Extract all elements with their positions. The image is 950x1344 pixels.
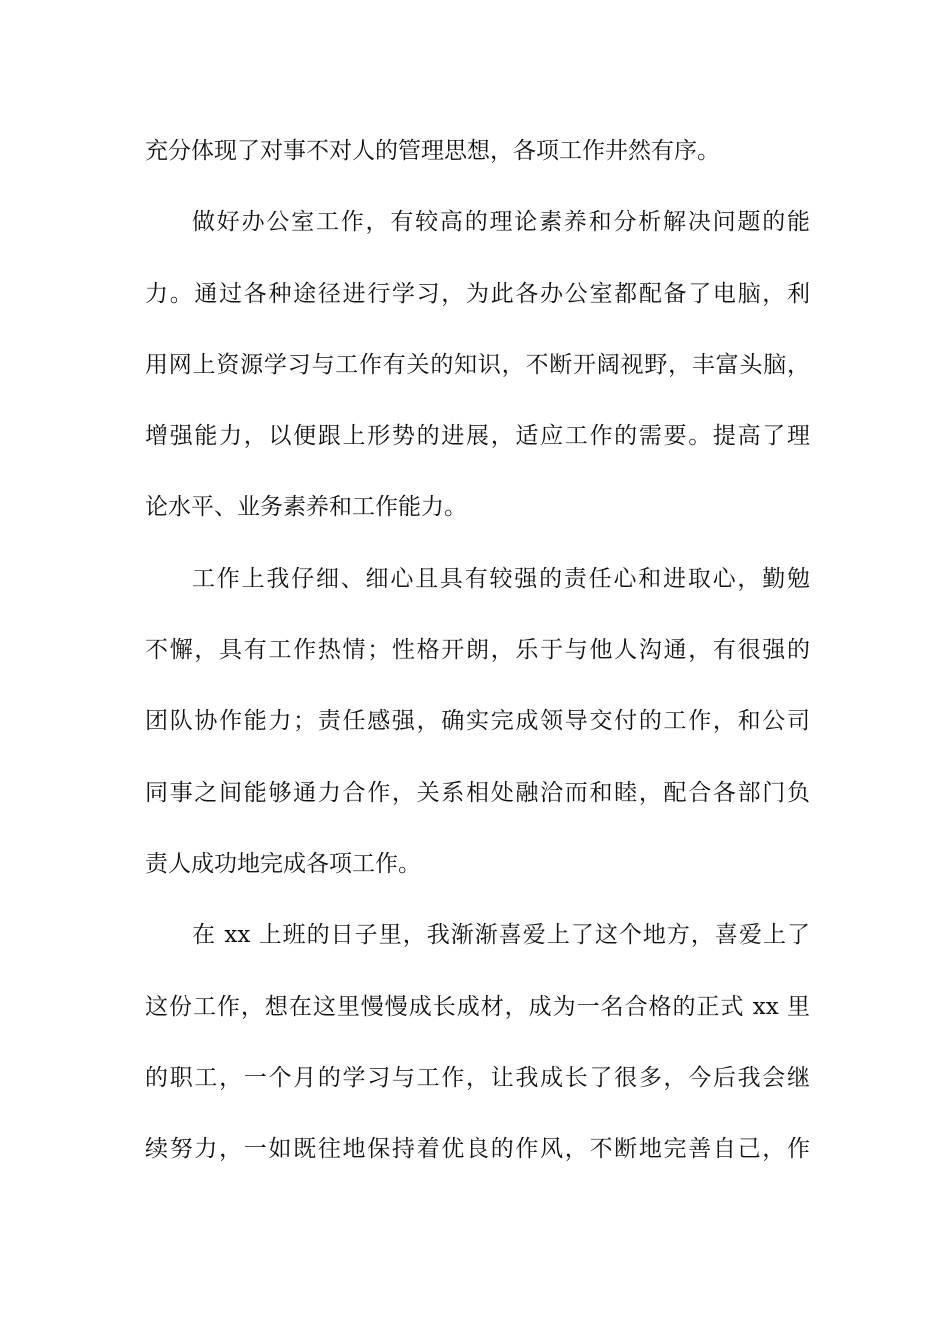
text-line: 团队协作能力；责任感强，确实完成领导交付的工作，和公司 [145, 708, 810, 735]
text-line: 充分体现了对事不对人的管理思想，各项工作井然有序。 [145, 138, 720, 164]
text-line: 同事之间能够通力合作，关系相处融洽而和睦，配合各部门负 [145, 779, 810, 806]
text-line: 这份工作，想在这里慢慢成长成材，成为一名合格的正式 xx 里 [145, 993, 810, 1020]
paragraph-first-line: 工作上我仔细、细心且具有较强的责任心和进取心，勤勉 [192, 565, 810, 592]
body-text [145, 129, 810, 1198]
text-line: 论水平、业务素养和工作能力。 [145, 494, 467, 521]
text-line: 增强能力，以便跟上形势的进展，适应工作的需要。提高了理 [145, 423, 810, 450]
text-line: 责人成功地完成各项工作。 [145, 850, 421, 877]
text-line: 力。通过各种途径进行学习，为此各办公室都配备了电脑，利 [145, 280, 810, 307]
paragraph-first-line: 在 xx 上班的日子里，我渐渐喜爱上了这个地方，喜爱上了 [192, 922, 810, 949]
text-line: 的职工，一个月的学习与工作，让我成长了很多，今后我会继 [145, 1064, 810, 1091]
text-line: 用网上资源学习与工作有关的知识，不断开阔视野，丰富头脑， [145, 351, 810, 378]
paragraph-first-line: 做好办公室工作，有较高的理论素养和分析解决问题的能 [192, 209, 810, 236]
text-line: 不懈，具有工作热情；性格开朗，乐于与他人沟通，有很强的 [145, 637, 810, 664]
text-line: 续努力，一如既往地保持着优良的作风，不断地完善自己，作 [145, 1136, 810, 1163]
